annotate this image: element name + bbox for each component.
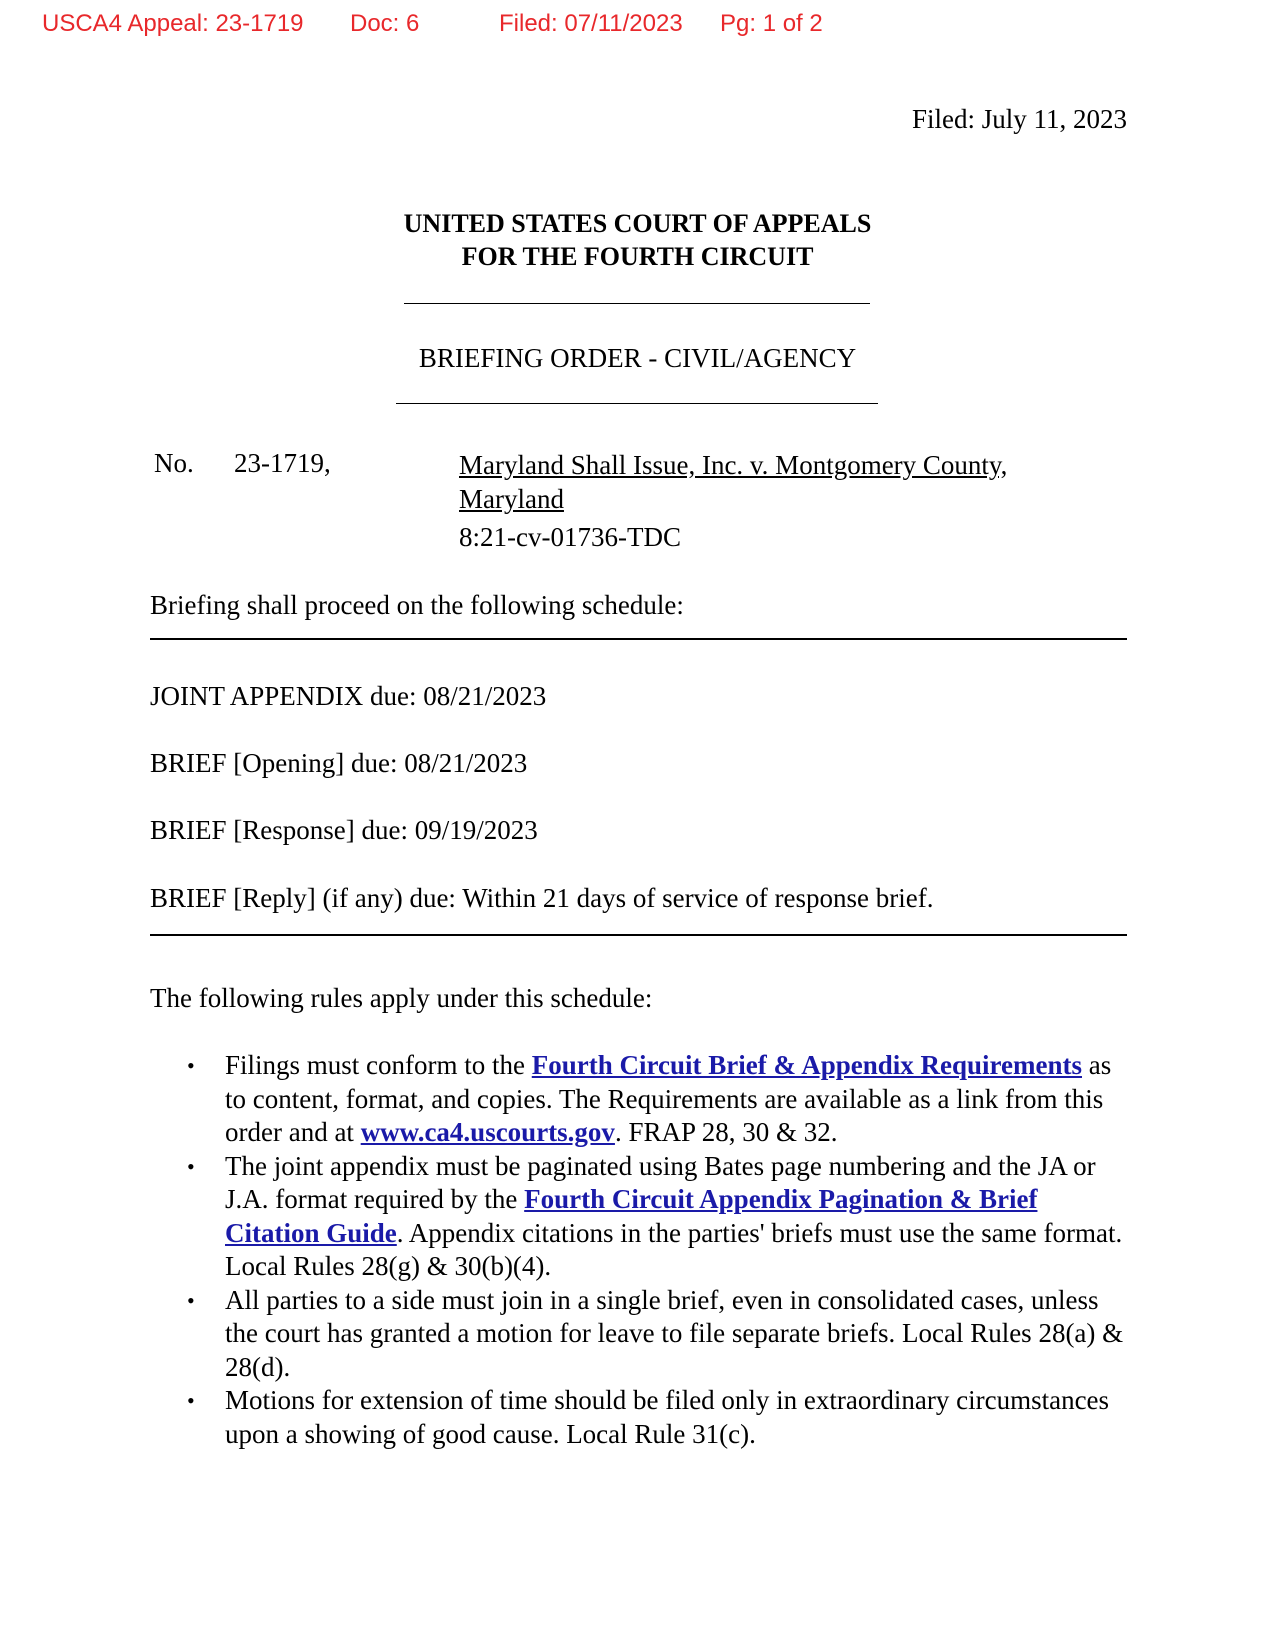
court-name-line1: UNITED STATES COURT OF APPEALS [403,209,872,238]
ca4-website-link[interactable]: www.ca4.uscourts.gov [360,1117,615,1147]
court-name [0,207,1275,273]
schedule-intro: Briefing shall proceed on the following schedule: [150,590,684,620]
rule-text: The joint appendix must be paginated using Bates page numbering and the JA or J.A. format required by the [225,1150,1096,1214]
rule-item [150,1049,1125,1150]
schedule-bottom-rule [150,934,1127,936]
case-number: 23-1719, [234,448,331,478]
rule-item: • Motions for extension of time should be filed only in extraordinary circumstances upon a showing of good cause. Local Rule 31(c). [150,1384,1125,1451]
divider [396,403,878,404]
stamp-filed-date: Filed: 07/11/2023 [499,10,683,37]
rules-list [150,1049,1125,1451]
filed-date: Filed: July 11, 2023 [911,104,1127,134]
rule-text: . FRAP 28, 30 & 32. [614,1117,838,1147]
appeal-number: USCA4 Appeal: 23-1719 [42,10,304,37]
schedule-item: JOINT APPENDIX due: 08/21/2023 [150,681,547,711]
district-case-number: 8:21-cv-01736-TDC [459,522,681,552]
schedule-item: BRIEF [Response] due: 09/19/2023 [150,815,538,845]
pagination-guide-link[interactable]: Fourth Circuit Appendix Pagination & Brief Citation Guide [225,1184,1038,1248]
rule-item: • All parties to a side must join in a single brief, even in consolidated cases, unless the court has granted a motion for leave to file separate briefs. Local Rules 28(a) & 28(d). [150,1284,1125,1385]
divider [404,303,870,304]
rule-item [150,1150,1125,1284]
case-title: Maryland Shall Issue, Inc. v. Montgomery County, Maryland [459,450,1008,514]
page-count: Pg: 1 of 2 [720,10,823,37]
rule-text: as to content, format, and copies. The Requirements are available as a link from this order and at [225,1050,1112,1147]
doc-number: Doc: 6 [350,10,420,37]
court-name-line2: FOR THE FOURTH CIRCUIT [461,242,814,271]
schedule-item: BRIEF [Opening] due: 08/21/2023 [150,748,528,778]
rule-text: Filings must conform to the [225,1050,532,1080]
order-title: BRIEFING ORDER - CIVIL/AGENCY [418,343,857,373]
schedule-top-rule [150,638,1127,640]
case-no-label: No. [154,448,194,478]
schedule-item: BRIEF [Reply] (if any) due: Within 21 days of service of response brief. [150,883,934,913]
rules-intro: The following rules apply under this schedule: [150,983,653,1013]
brief-appendix-requirements-link[interactable]: Fourth Circuit Brief & Appendix Requirements [531,1050,1082,1080]
rule-text: . Appendix citations in the parties' briefs must use the same format. Local Rules 28(g) & 30(b)(4). [225,1217,1123,1281]
